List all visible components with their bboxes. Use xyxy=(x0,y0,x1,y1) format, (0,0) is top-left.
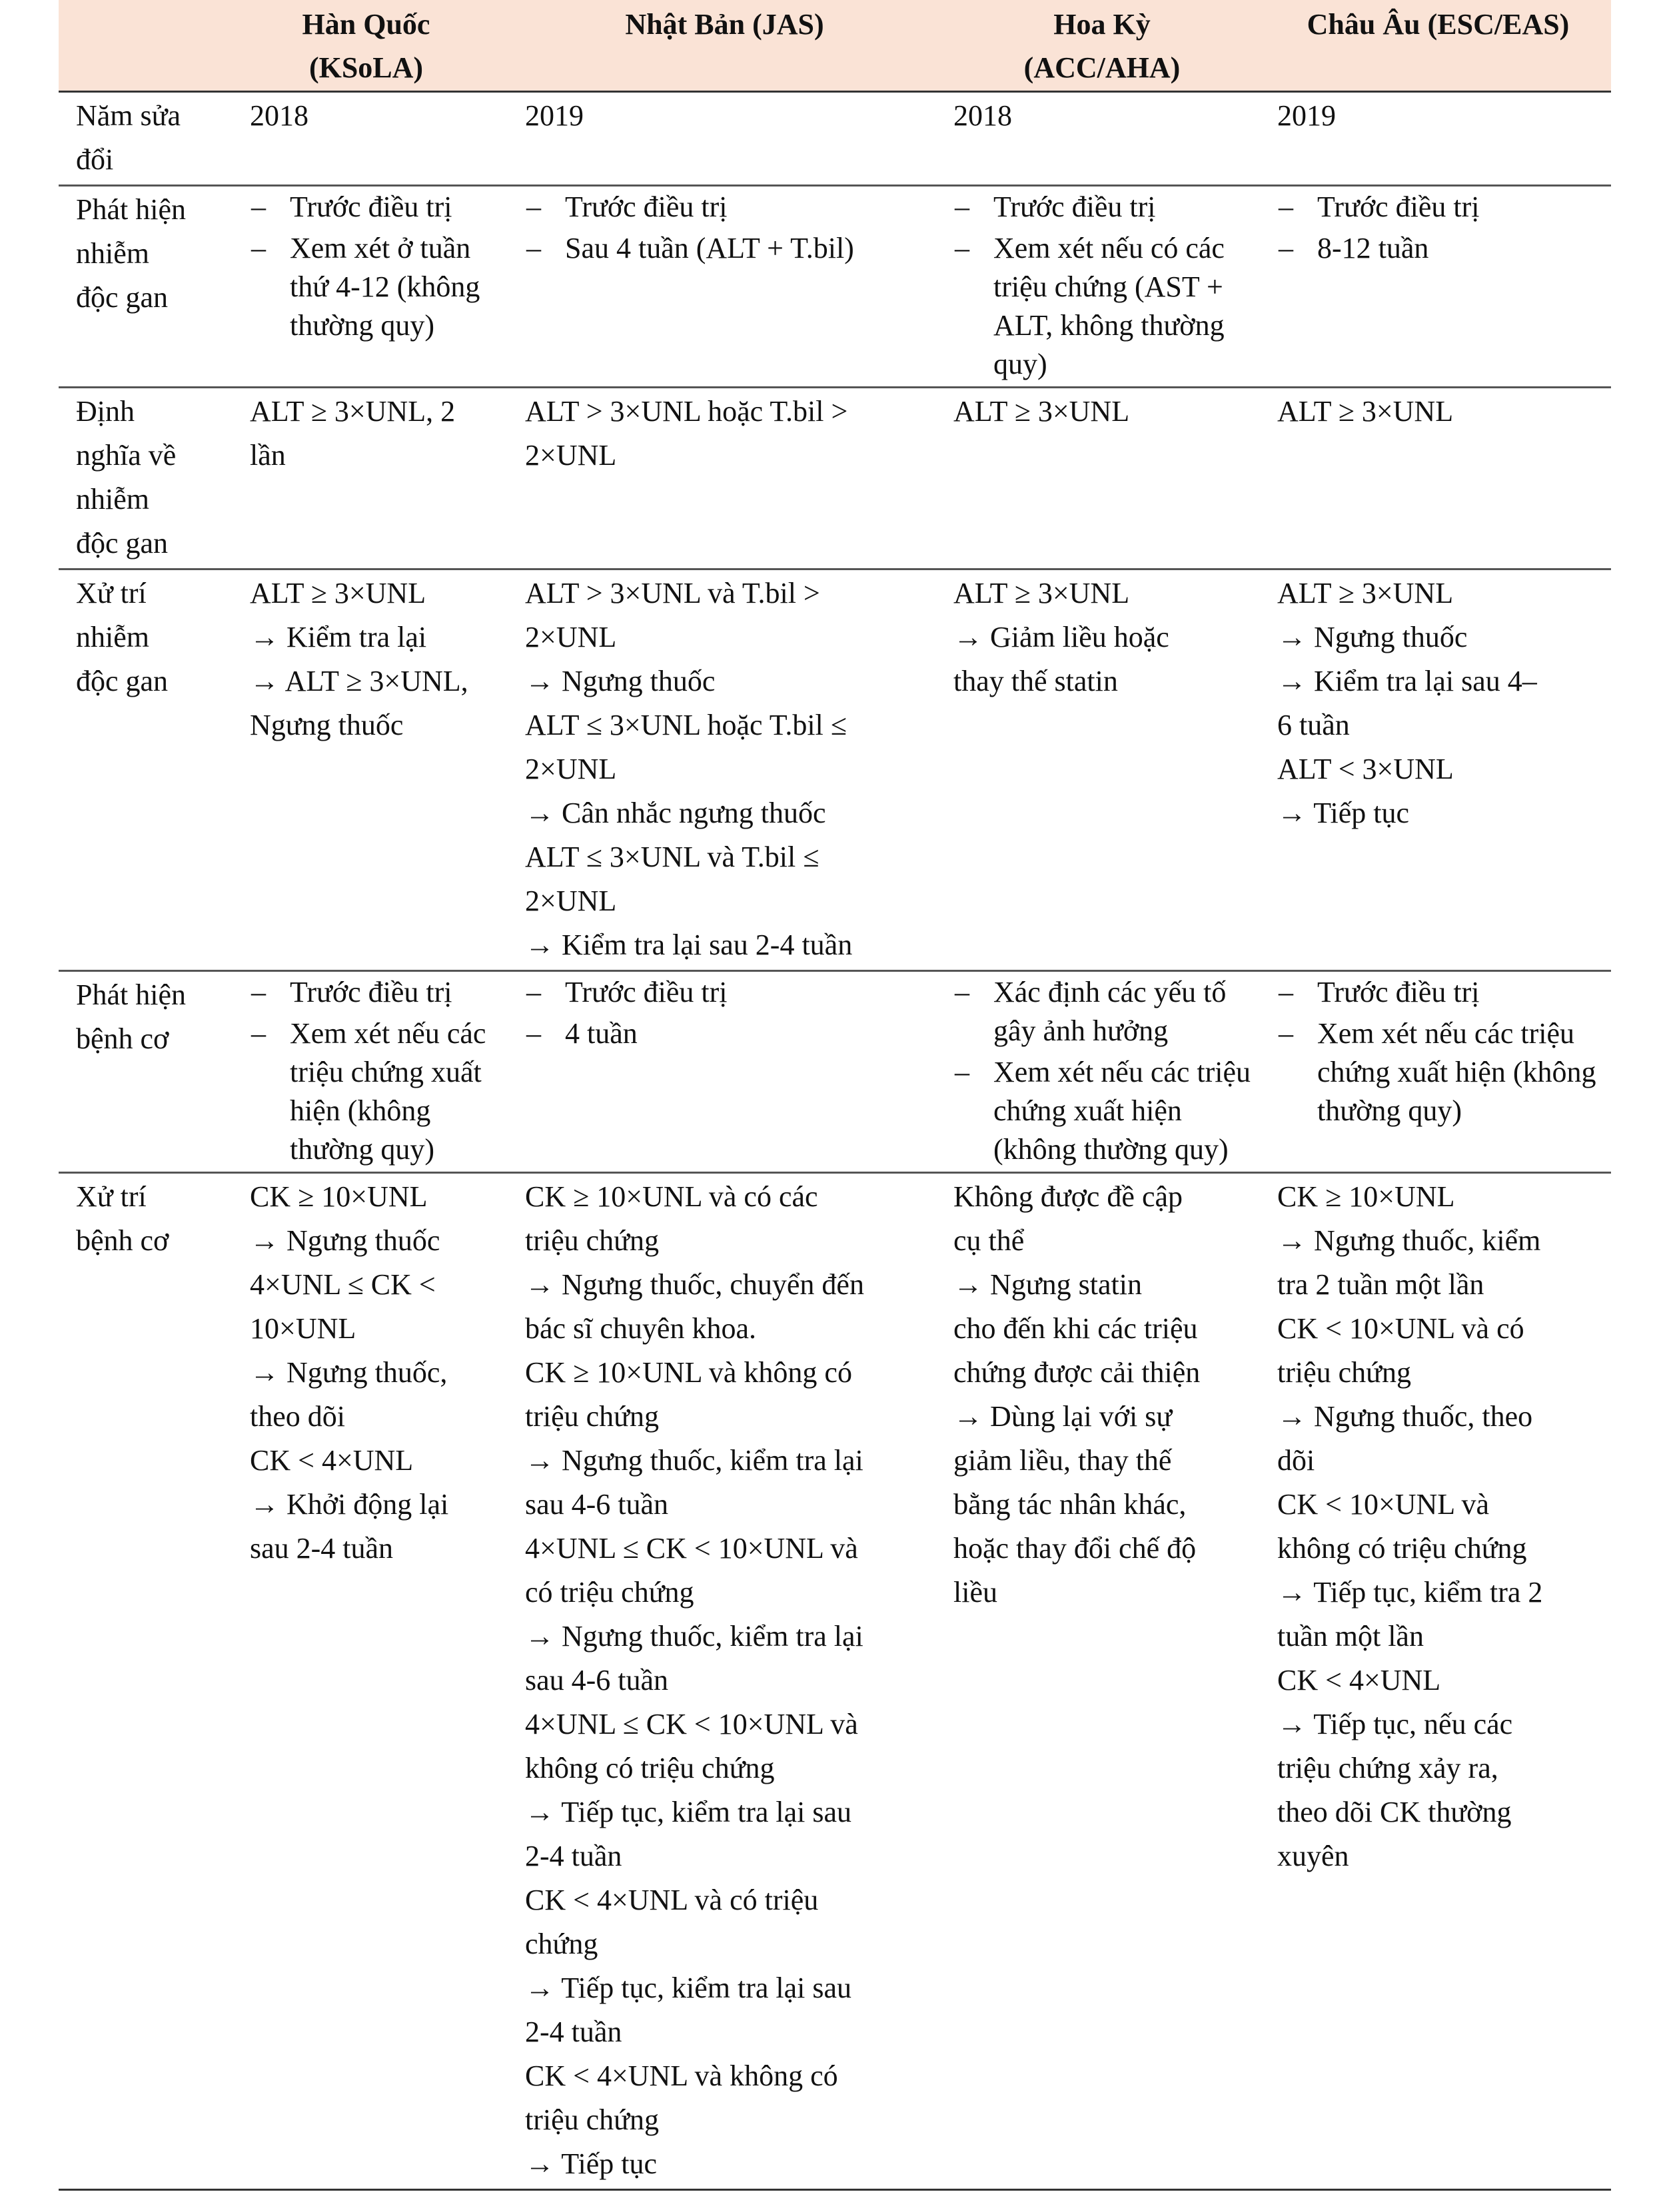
cell-text-line: 2018 xyxy=(250,99,308,132)
table-cell xyxy=(1265,569,1611,971)
cell-text-line: ALT ≥ 3×UNL xyxy=(250,577,426,609)
cell-text-line: → Ngưng thuốc xyxy=(525,665,716,697)
cell-text-line: 2×UNL xyxy=(525,885,617,917)
cell-text-line: có triệu chứng xyxy=(525,1576,694,1609)
cell-text-line: 4×UNL ≤ CK < 10×UNL và xyxy=(525,1532,858,1565)
cell-text-line: ALT ≤ 3×UNL hoặc T.bil ≤ xyxy=(525,709,847,741)
cell-text-line: không có triệu chứng xyxy=(1277,1532,1527,1565)
cell-text-line: CK < 4×UNL và không có xyxy=(525,2059,838,2092)
cell-text-line: Không được đề cập xyxy=(953,1180,1183,1213)
cell-text-line: liều xyxy=(953,1576,997,1609)
row-label xyxy=(59,186,222,388)
cell-text-line: bằng tác nhân khác, xyxy=(953,1488,1187,1521)
cell-text-line: CK ≥ 10×UNL và không có xyxy=(525,1356,852,1389)
cell-text-line: ALT ≥ 3×UNL xyxy=(1277,577,1454,609)
table-cell xyxy=(1265,1173,1611,2190)
cell-text-line: 4×UNL ≤ CK < 10×UNL và xyxy=(525,1708,858,1740)
row-label-line: nhiễm xyxy=(76,621,149,653)
cell-text-line: chứng được cải thiện xyxy=(953,1356,1201,1389)
table-cell xyxy=(1265,388,1611,569)
list-item: – Xem xét nếu các triệu chứng xuất hiện (không thường quy) xyxy=(953,1053,1256,1169)
cell-text-line: CK ≥ 10×UNL và có các xyxy=(525,1180,818,1213)
row-label-line: bệnh cơ xyxy=(76,1022,169,1055)
table-row xyxy=(59,971,1611,1173)
list-item: – Trước điều trị xyxy=(1277,973,1602,1012)
table-row xyxy=(59,1173,1611,2190)
cell-text-line: theo dõi CK thường xyxy=(1277,1796,1512,1828)
table-row xyxy=(59,186,1611,388)
cell-text-line: triệu chứng xyxy=(1277,1356,1412,1389)
table-row xyxy=(59,388,1611,569)
table-cell xyxy=(1265,92,1611,186)
cell-text-line: CK < 4×UNL và có triệu xyxy=(525,1884,819,1916)
cell-text-line: ALT ≥ 3×UNL xyxy=(953,395,1130,428)
dash-list xyxy=(1277,973,1602,1130)
cell-text-line: cho đến khi các triệu xyxy=(953,1312,1198,1345)
header-cell-empty xyxy=(59,0,222,92)
cell-text-line: 2×UNL xyxy=(525,753,617,785)
cell-text-line: 2×UNL xyxy=(525,621,617,653)
row-label xyxy=(59,971,222,1173)
dash-list xyxy=(250,973,501,1169)
table-row xyxy=(59,92,1611,186)
cell-text-line: → Tiếp tục xyxy=(525,2147,658,2180)
cell-text-line: CK < 10×UNL và có xyxy=(1277,1312,1524,1345)
guideline-comparison-sheet xyxy=(59,0,1611,2191)
cell-text-line: → Ngưng thuốc, kiểm xyxy=(1277,1224,1541,1257)
header-cell-country-4 xyxy=(1265,0,1611,92)
row-label-line: Năm sửa xyxy=(76,99,181,132)
cell-text-line: 2019 xyxy=(1277,99,1336,132)
cell-text-line: → Ngưng thuốc, kiểm tra lại xyxy=(525,1620,863,1653)
row-label xyxy=(59,1173,222,2190)
cell-text-line: CK < 4×UNL xyxy=(250,1444,414,1477)
header-text-line: Nhật Bản (JAS) xyxy=(625,8,824,41)
cell-text-line: lần xyxy=(250,439,286,472)
table-cell xyxy=(939,1173,1265,2190)
table-cell xyxy=(222,971,510,1173)
cell-text-line: 2-4 tuần xyxy=(525,1840,622,1872)
cell-text-line: hoặc thay đổi chế độ xyxy=(953,1532,1197,1565)
table-cell xyxy=(222,92,510,186)
statin-guideline-table xyxy=(59,0,1611,2191)
cell-text-line: thay thế statin xyxy=(953,665,1118,697)
header-text-line: (KSoLA) xyxy=(308,51,424,84)
cell-text-line: Ngưng thuốc xyxy=(250,709,404,741)
list-item: – Trước điều trị xyxy=(525,973,929,1012)
row-label xyxy=(59,388,222,569)
table-body xyxy=(59,92,1611,2190)
list-item: – Trước điều trị xyxy=(250,973,501,1012)
row-label-line: Phát hiện xyxy=(76,193,186,226)
cell-text-line: → Ngưng thuốc, kiểm tra lại xyxy=(525,1444,863,1477)
table-cell xyxy=(510,971,939,1173)
dash-list xyxy=(953,973,1256,1169)
row-label-line: độc gan xyxy=(76,665,169,697)
cell-text-line: → Cân nhắc ngưng thuốc xyxy=(525,797,826,829)
cell-text-line: CK < 10×UNL và xyxy=(1277,1488,1490,1521)
table-cell xyxy=(939,186,1265,388)
cell-text-line: ALT ≥ 3×UNL xyxy=(953,577,1130,609)
cell-text-line: ALT ≤ 3×UNL và T.bil ≤ xyxy=(525,841,820,873)
cell-text-line: → Ngưng thuốc, chuyển đến xyxy=(525,1268,864,1301)
cell-text-line: bác sĩ chuyên khoa. xyxy=(525,1312,756,1345)
cell-text-line: triệu chứng xảy ra, xyxy=(1277,1752,1498,1784)
header-row xyxy=(59,0,1611,92)
table-header xyxy=(59,0,1611,92)
cell-text-line: sau 4-6 tuần xyxy=(525,1488,669,1521)
cell-text-line: CK ≥ 10×UNL xyxy=(1277,1180,1455,1213)
cell-text-line: → Tiếp tục, kiểm tra lại sau xyxy=(525,1796,852,1828)
cell-text-line: → ALT ≥ 3×UNL, xyxy=(250,665,468,697)
list-item: – Xem xét nếu các triệu chứng xuất hiện (không thường quy) xyxy=(1277,1014,1602,1130)
cell-text-line: → Ngưng thuốc, xyxy=(250,1356,448,1389)
cell-text-line: → Tiếp tục, kiểm tra lại sau xyxy=(525,1972,852,2004)
cell-text-line: tra 2 tuần một lần xyxy=(1277,1268,1484,1301)
cell-text-line: → Ngưng thuốc, theo xyxy=(1277,1400,1533,1433)
cell-text-line: ALT ≥ 3×UNL xyxy=(1277,395,1454,428)
dash-list xyxy=(250,188,501,345)
table-row xyxy=(59,569,1611,971)
table-cell xyxy=(1265,971,1611,1173)
header-text-line: Hoa Kỳ xyxy=(1053,8,1151,41)
table-cell xyxy=(510,569,939,971)
cell-text-line: dõi xyxy=(1277,1444,1315,1477)
cell-text-line: CK < 4×UNL xyxy=(1277,1664,1441,1696)
cell-text-line: triệu chứng xyxy=(525,1224,660,1257)
table-cell xyxy=(510,92,939,186)
cell-text-line: ALT > 3×UNL và T.bil > xyxy=(525,577,820,609)
row-label-line: Xử trí xyxy=(76,577,147,609)
cell-text-line: 2018 xyxy=(953,99,1012,132)
cell-text-line: → Kiểm tra lại sau 2-4 tuần xyxy=(525,928,853,961)
dash-list xyxy=(1277,188,1602,268)
header-text-line: (ACC/AHA) xyxy=(1023,51,1181,84)
cell-text-line: → Tiếp tục xyxy=(1277,797,1410,829)
cell-text-line: → Khởi động lại xyxy=(250,1488,449,1521)
cell-text-line: ALT ≥ 3×UNL, 2 xyxy=(250,395,456,428)
row-label-line: Định xyxy=(76,395,135,428)
cell-text-line: → Ngưng thuốc xyxy=(250,1224,440,1257)
table-cell xyxy=(939,388,1265,569)
table-cell xyxy=(222,186,510,388)
cell-text-line: 2×UNL xyxy=(525,439,617,472)
cell-text-line: triệu chứng xyxy=(525,2103,660,2136)
row-label xyxy=(59,92,222,186)
list-item: – Sau 4 tuần (ALT + T.bil) xyxy=(525,229,929,268)
table-cell xyxy=(939,971,1265,1173)
list-item: – Trước điều trị xyxy=(1277,188,1602,226)
table-cell xyxy=(510,1173,939,2190)
list-item: – Xem xét nếu các triệu chứng xuất hiện (không thường quy) xyxy=(250,1014,501,1169)
cell-text-line: giảm liều, thay thế xyxy=(953,1444,1172,1477)
cell-text-line: → Ngưng thuốc xyxy=(1277,621,1468,653)
cell-text-line: ALT > 3×UNL hoặc T.bil > xyxy=(525,395,848,428)
header-text-line: Hàn Quốc xyxy=(302,8,430,41)
cell-text-line: triệu chứng xyxy=(525,1400,660,1433)
header-cell-country-2 xyxy=(510,0,939,92)
cell-text-line: tuần một lần xyxy=(1277,1620,1424,1653)
cell-text-line: 6 tuần xyxy=(1277,709,1350,741)
cell-text-line: theo dõi xyxy=(250,1400,345,1433)
list-item: – Trước điều trị xyxy=(953,188,1256,226)
dash-list xyxy=(953,188,1256,384)
table-cell xyxy=(222,388,510,569)
cell-text-line: → Dùng lại với sự xyxy=(953,1400,1173,1433)
list-item: – Trước điều trị xyxy=(250,188,501,226)
header-text-line: Châu Âu (ESC/EAS) xyxy=(1307,8,1570,41)
cell-text-line: 4×UNL ≤ CK < xyxy=(250,1268,436,1301)
row-label-line: nhiễm xyxy=(76,237,149,270)
cell-text-line: không có triệu chứng xyxy=(525,1752,775,1784)
row-label-line: Phát hiện xyxy=(76,978,186,1011)
cell-text-line: → Ngưng statin xyxy=(953,1268,1142,1301)
table-cell xyxy=(939,92,1265,186)
row-label xyxy=(59,569,222,971)
row-label-line: đổi xyxy=(76,143,114,176)
row-label-line: Xử trí xyxy=(76,1180,147,1213)
cell-text-line: → Giảm liều hoặc xyxy=(953,621,1169,653)
cell-text-line: sau 4-6 tuần xyxy=(525,1664,669,1696)
cell-text-line: cụ thể xyxy=(953,1224,1025,1257)
cell-text-line: 2-4 tuần xyxy=(525,2016,622,2048)
row-label-line: bệnh cơ xyxy=(76,1224,169,1257)
list-item: – Xác định các yếu tố gây ảnh hưởng xyxy=(953,973,1256,1050)
table-cell xyxy=(510,388,939,569)
cell-text-line: 2019 xyxy=(525,99,584,132)
cell-text-line: chứng xyxy=(525,1928,598,1960)
row-label-line: độc gan xyxy=(76,527,169,559)
table-cell xyxy=(222,569,510,971)
header-cell-country-3 xyxy=(939,0,1265,92)
dash-list xyxy=(525,973,929,1053)
cell-text-line: ALT < 3×UNL xyxy=(1277,753,1454,785)
table-cell xyxy=(939,569,1265,971)
list-item: – 8-12 tuần xyxy=(1277,229,1602,268)
list-item: – 4 tuần xyxy=(525,1014,929,1053)
cell-text-line: xuyên xyxy=(1277,1840,1349,1872)
header-cell-country-1 xyxy=(222,0,510,92)
row-label-line: nhiễm xyxy=(76,483,149,516)
dash-list xyxy=(525,188,929,268)
cell-text-line: 10×UNL xyxy=(250,1312,356,1345)
list-item: – Xem xét ở tuần thứ 4-12 (không thường quy) xyxy=(250,229,501,345)
cell-text-line: → Kiểm tra lại sau 4– xyxy=(1277,665,1537,697)
list-item: – Xem xét nếu có các triệu chứng (AST + ALT, không thường quy) xyxy=(953,229,1256,384)
row-label-line: nghĩa về xyxy=(76,439,177,472)
table-cell xyxy=(222,1173,510,2190)
list-item: – Trước điều trị xyxy=(525,188,929,226)
row-label-line: độc gan xyxy=(76,281,169,314)
cell-text-line: sau 2-4 tuần xyxy=(250,1532,394,1565)
table-cell xyxy=(510,186,939,388)
cell-text-line: → Kiểm tra lại xyxy=(250,621,427,653)
table-cell xyxy=(1265,186,1611,388)
cell-text-line: → Tiếp tục, kiểm tra 2 xyxy=(1277,1576,1543,1609)
cell-text-line: CK ≥ 10×UNL xyxy=(250,1180,428,1213)
cell-text-line: → Tiếp tục, nếu các xyxy=(1277,1708,1513,1740)
